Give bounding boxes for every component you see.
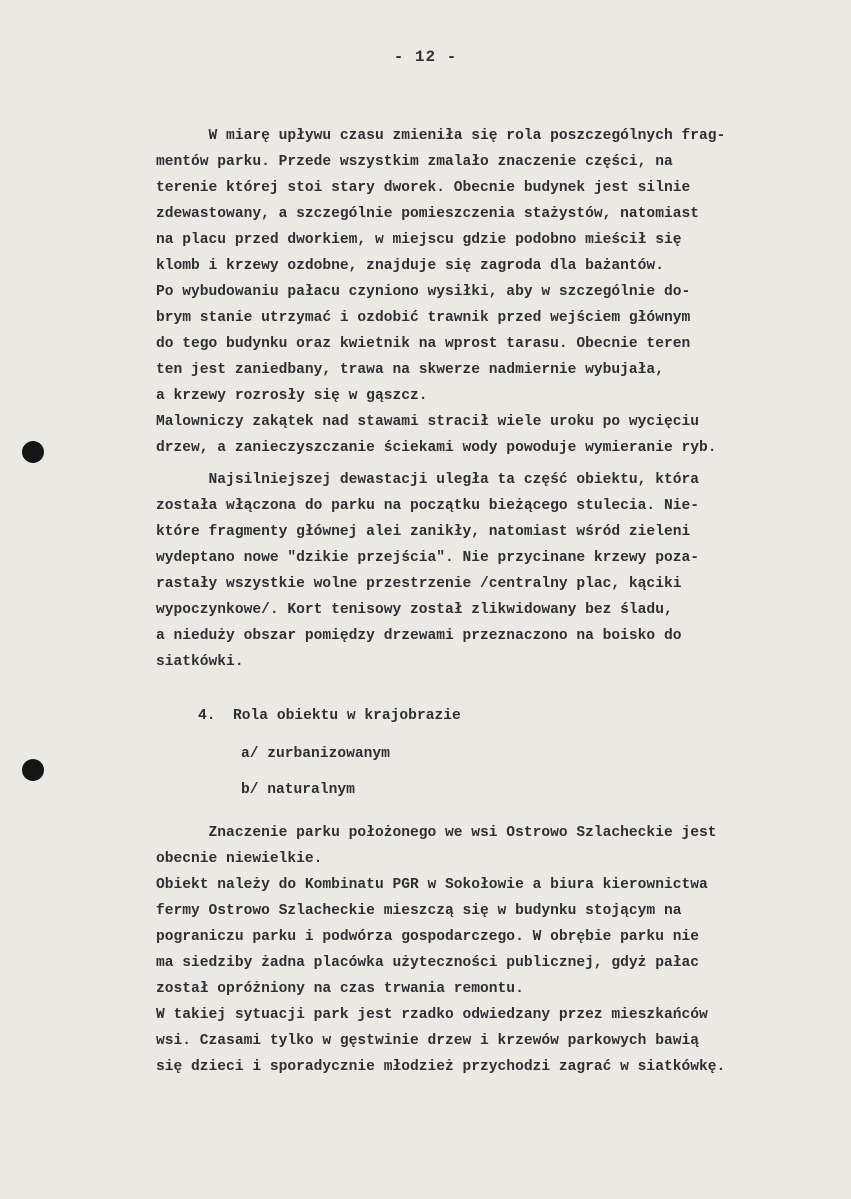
text-line: brym stanie utrzymać i ozdobić trawnik przed wejściem głównym [156,310,691,326]
text-line: mentów parku. Przede wszystkim zmalało znaczenie części, na [156,154,673,170]
text-line: Malowniczy zakątek nad stawami stracił wiele uroku po wycięciu [156,414,699,430]
text-line: wydeptano nowe "dzikie przejścia". Nie przycinane krzewy poza- [156,550,699,566]
text-line: ten jest zaniedbany, trawa na skwerze nadmiernie wybujała, [156,362,664,378]
text-line: Po wybudowaniu pałacu czyniono wysiłki, aby w szczególnie do- [156,284,691,300]
text-line: rastały wszystkie wolne przestrzenie /centralny plac, kąciki [156,576,682,592]
text-line: wypoczynkowe/. Kort tenisowy został zlikwidowany bez śladu, [156,602,673,618]
text-line: terenie której stoi stary dworek. Obecnie budynek jest silnie [156,180,691,196]
paragraph-2 [156,467,699,675]
paragraph-3 [156,820,725,1080]
punch-hole [22,759,44,781]
text-line: wsi. Czasami tylko w gęstwinie drzew i krzewów parkowych bawią [156,1033,699,1049]
text-line: W takiej sytuacji park jest rzadko odwiedzany przez mieszkańców [156,1007,708,1023]
text-line: fermy Ostrowo Szlacheckie mieszczą się w budynku stojącym na [156,903,682,919]
text-line: które fragmenty głównej alei zanikły, natomiast wśród zieleni [156,524,691,540]
page-number: - 12 - [393,48,458,66]
text-line: a nieduży obszar pomiędzy drzewami przeznaczono na boisko do [156,628,682,644]
text-line: W miarę upływu czasu zmieniła się rola poszczególnych frag- [156,128,726,144]
text-line: do tego budynku oraz kwietnik na wprost tarasu. Obecnie teren [156,336,691,352]
text-line: się dzieci i sporadycznie młodzież przychodzi zagrać w siatkówkę. [156,1059,726,1075]
text-line: pograniczu parku i podwórza gospodarczego. W obrębie parku nie [156,929,699,945]
subpoint-b: b/ naturalnym [241,782,355,798]
text-line: siatkówki. [156,654,244,670]
text-line: klomb i krzewy ozdobne, znajduje się zagroda dla bażantów. [156,258,664,274]
text-line: drzew, a zanieczyszczanie ściekami wody powoduje wymieranie ryb. [156,440,717,456]
text-line: został opróżniony na czas trwania remontu. [156,981,524,997]
text-line: zdewastowany, a szczególnie pomieszczenia stażystów, natomiast [156,206,699,222]
text-line: obecnie niewielkie. [156,851,323,867]
text-line: na placu przed dworkiem, w miejscu gdzie podobno mieścił się [156,232,682,248]
section-heading: 4. Rola obiektu w krajobrazie [198,708,461,724]
text-line: Obiekt należy do Kombinatu PGR w Sokołowie a biura kierownictwa [156,877,708,893]
text-line: Najsilniejszej dewastacji uległa ta część obiektu, która [156,472,699,488]
text-line: a krzewy rozrosły się w gąszcz. [156,388,428,404]
text-line: Znaczenie parku położonego we wsi Ostrowo Szlacheckie jest [156,825,717,841]
paragraph-1 [156,123,725,461]
text-line: została włączona do parku na początku bieżącego stulecia. Nie- [156,498,699,514]
subpoint-a: a/ zurbanizowanym [241,746,390,762]
punch-hole [22,441,44,463]
text-line: ma siedziby żadna placówka użyteczności publicznej, gdyż pałac [156,955,699,971]
